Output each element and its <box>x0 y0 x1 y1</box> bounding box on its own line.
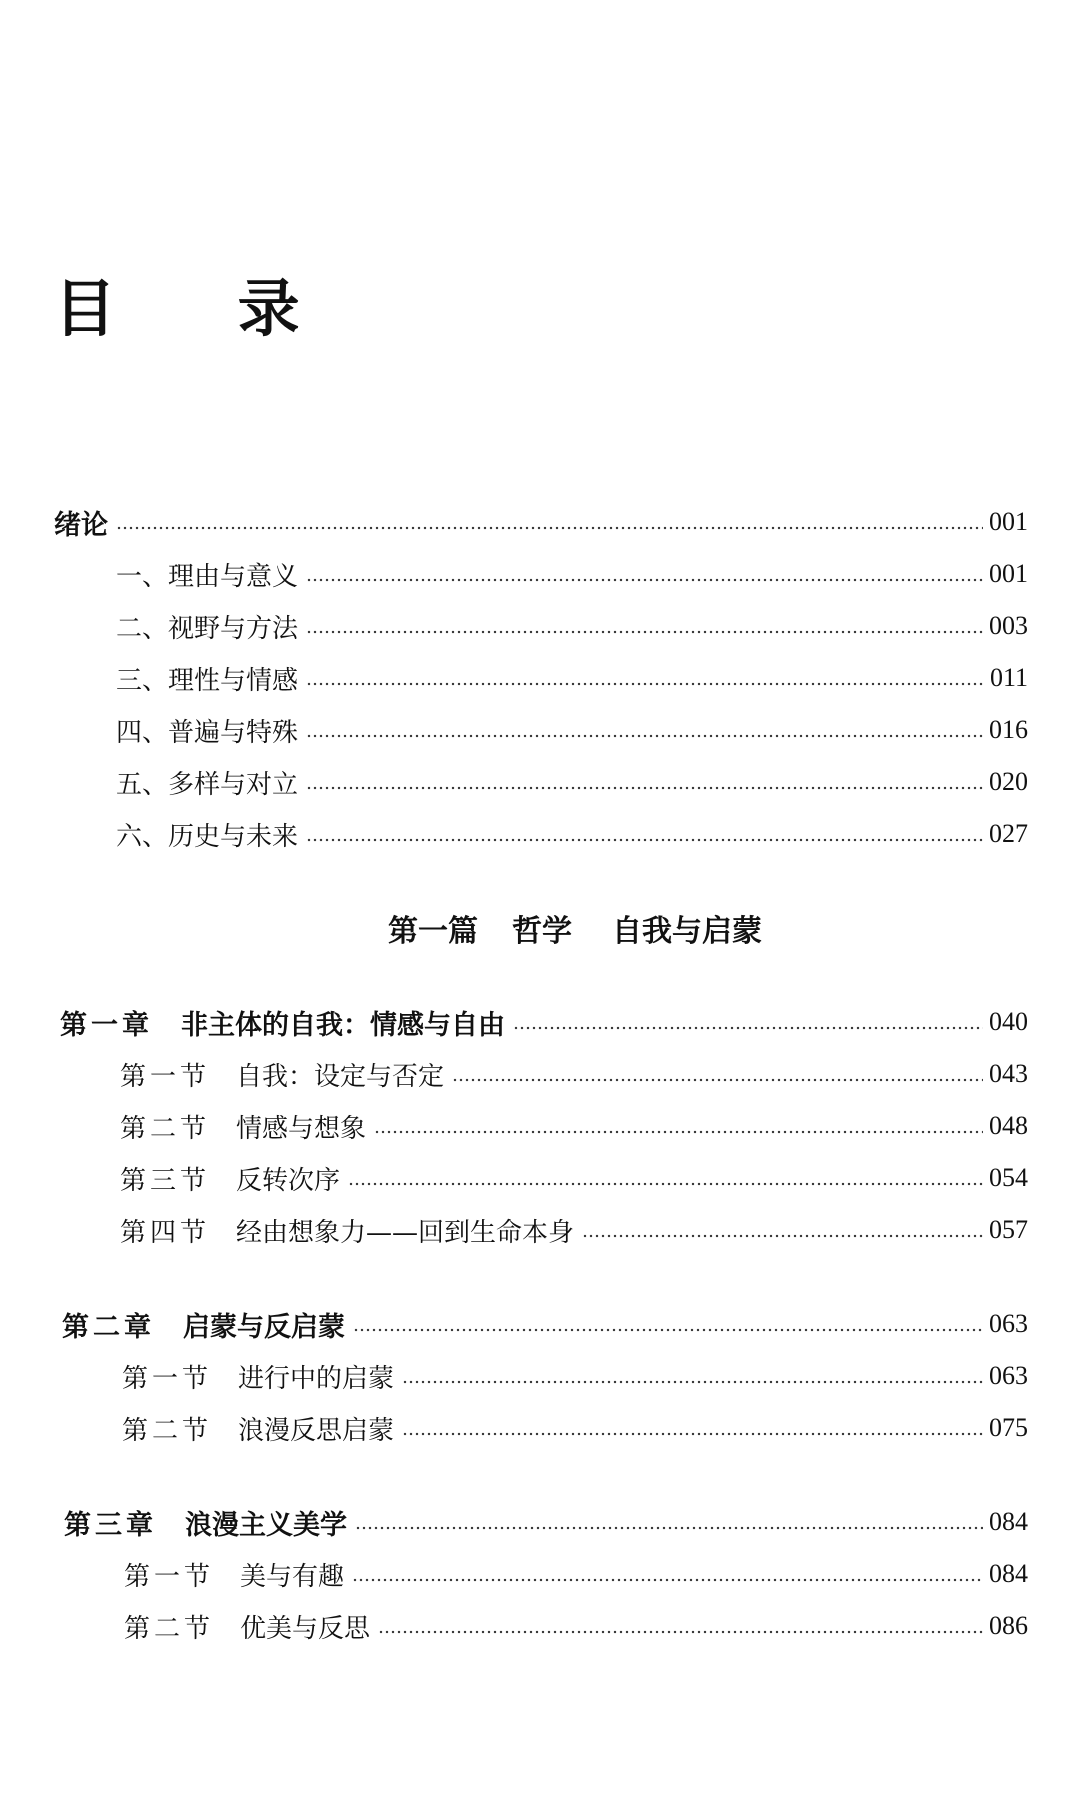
dot-leader <box>513 1026 983 1030</box>
toc-entry-intro-item[interactable] <box>0 658 1080 698</box>
section-number: 第三节 <box>120 1165 211 1196</box>
section-number: 第二节 <box>120 1113 211 1144</box>
dot-leader <box>402 1380 983 1384</box>
toc-entry-intro-item[interactable] <box>0 606 1080 646</box>
page-number: 084 <box>989 1507 1028 1536</box>
dot-leader <box>353 1328 983 1332</box>
section-title: 经由想象力——回到生命本身 <box>236 1217 575 1248</box>
toc-entry-intro-item[interactable] <box>0 710 1080 750</box>
page-number: 048 <box>989 1111 1028 1140</box>
toc-entry-section[interactable] <box>0 1606 1080 1646</box>
page-number: 063 <box>989 1361 1028 1390</box>
section-number: 第一节 <box>124 1561 215 1592</box>
toc-entry-section[interactable] <box>0 1356 1080 1396</box>
section-title: 进行中的启蒙 <box>238 1363 395 1394</box>
page-number: 084 <box>989 1559 1028 1588</box>
page-number: 027 <box>989 819 1028 848</box>
dot-leader <box>352 1578 983 1582</box>
dot-leader <box>348 1182 983 1186</box>
intro-label: 绪论 <box>54 509 108 541</box>
intro-item-label: 一、理由与意义 <box>116 561 299 592</box>
dot-leader <box>582 1234 983 1238</box>
chapter-number: 第一章 <box>60 1009 153 1041</box>
toc-entry-chapter[interactable] <box>0 1002 1080 1042</box>
dot-leader <box>378 1630 983 1634</box>
page-number: 011 <box>989 663 1028 692</box>
chapter-number: 第二章 <box>62 1311 155 1343</box>
dot-leader <box>306 838 983 842</box>
section-number: 第二节 <box>122 1415 213 1446</box>
dot-leader <box>306 630 983 634</box>
dot-leader <box>355 1526 983 1530</box>
part-heading <box>0 906 1080 950</box>
dot-leader <box>452 1078 983 1082</box>
part-number: 第一篇 <box>388 914 478 949</box>
dot-leader <box>306 578 983 582</box>
dot-leader <box>116 526 983 530</box>
intro-item-label: 二、视野与方法 <box>116 613 299 644</box>
section-title: 自我：设定与否定 <box>236 1061 445 1092</box>
chapter-title: 非主体的自我：情感与自由 <box>181 1009 505 1041</box>
section-title: 优美与反思 <box>240 1613 371 1644</box>
section-number: 第二节 <box>124 1613 215 1644</box>
part-subject: 哲学 <box>512 914 572 949</box>
toc-entry-section[interactable] <box>0 1408 1080 1448</box>
section-title: 浪漫反思启蒙 <box>238 1415 395 1446</box>
page-title: 目 录 <box>54 272 350 345</box>
toc-entry-section[interactable] <box>0 1210 1080 1250</box>
page-number: 043 <box>989 1059 1028 1088</box>
intro-item-label: 五、多样与对立 <box>116 769 299 800</box>
page-number: 086 <box>989 1611 1028 1640</box>
dot-leader <box>374 1130 983 1134</box>
toc-entry-section[interactable] <box>0 1554 1080 1594</box>
toc-entry-section[interactable] <box>0 1106 1080 1146</box>
page-number: 054 <box>989 1163 1028 1192</box>
chapter-title: 启蒙与反启蒙 <box>183 1311 345 1343</box>
page-number: 057 <box>989 1215 1028 1244</box>
section-title: 情感与想象 <box>236 1113 367 1144</box>
chapter-number: 第三章 <box>64 1509 157 1541</box>
dot-leader <box>402 1432 983 1436</box>
page-number: 001 <box>989 507 1028 536</box>
page-number: 016 <box>989 715 1028 744</box>
section-number: 第四节 <box>120 1217 211 1248</box>
toc-entry-section[interactable] <box>0 1158 1080 1198</box>
dot-leader <box>306 786 983 790</box>
toc-entry-intro-item[interactable] <box>0 814 1080 854</box>
page-number: 001 <box>989 559 1028 588</box>
section-number: 第一节 <box>120 1061 211 1092</box>
dot-leader <box>306 682 984 686</box>
toc-entry-intro-item[interactable] <box>0 762 1080 802</box>
page-number: 075 <box>989 1413 1028 1442</box>
page-number: 063 <box>989 1309 1028 1338</box>
toc-entry-chapter[interactable] <box>0 1502 1080 1542</box>
toc-entry-section[interactable] <box>0 1054 1080 1094</box>
toc-entry-intro-item[interactable] <box>0 554 1080 594</box>
intro-item-label: 三、理性与情感 <box>116 665 299 696</box>
part-title: 自我与启蒙 <box>612 914 762 949</box>
page-number: 003 <box>989 611 1028 640</box>
intro-item-label: 四、普遍与特殊 <box>116 717 299 748</box>
intro-item-label: 六、历史与未来 <box>116 821 299 852</box>
section-title: 反转次序 <box>236 1165 341 1196</box>
page-number: 040 <box>989 1007 1028 1036</box>
toc-entry-chapter[interactable] <box>0 1304 1080 1344</box>
chapter-title: 浪漫主义美学 <box>185 1509 347 1541</box>
section-number: 第一节 <box>122 1363 213 1394</box>
page-number: 020 <box>989 767 1028 796</box>
toc-entry-intro[interactable] <box>0 502 1080 542</box>
section-title: 美与有趣 <box>240 1561 345 1592</box>
dot-leader <box>306 734 983 738</box>
